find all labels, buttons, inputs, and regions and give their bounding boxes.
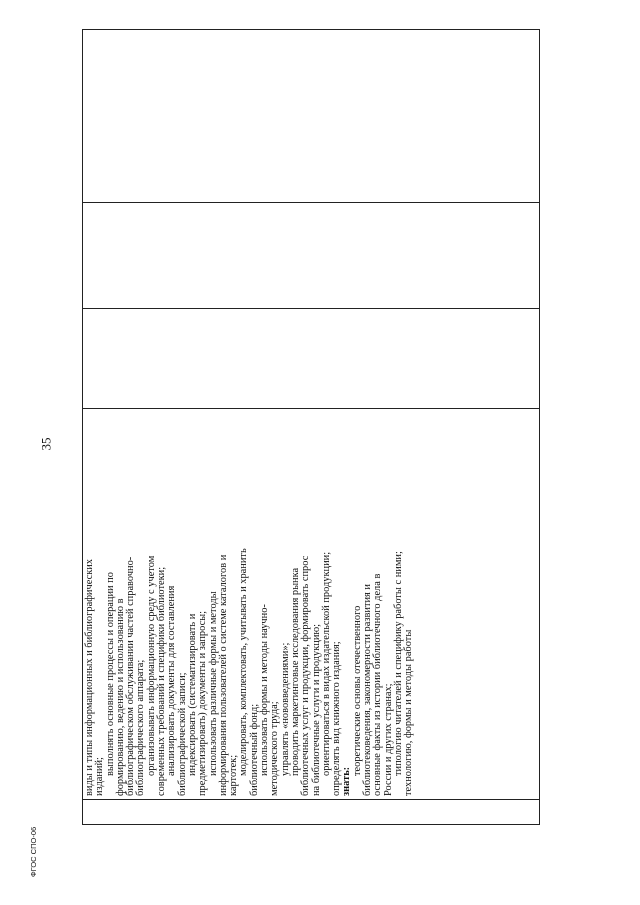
text-line: проводить маркетинговые исследования рынка bbox=[289, 567, 301, 776]
text-line: изданий; bbox=[94, 757, 106, 796]
text-line: теоретические основы отечественного bbox=[351, 605, 363, 776]
text-line: выполнять основные процессы и операции по bbox=[104, 572, 116, 776]
table-cell-knowledge bbox=[83, 409, 540, 800]
text-line: индексировать (систематизировать и bbox=[186, 613, 198, 776]
table-cell-discipline bbox=[83, 309, 540, 409]
text-line: современных требований и специфики библиотеки; bbox=[156, 566, 168, 796]
text-line: знать: bbox=[341, 766, 353, 796]
text-line: формированию, ведению и использованию в bbox=[114, 598, 126, 796]
text-line: предметизировать) документы и запросы; bbox=[197, 610, 209, 796]
table-cell-hours bbox=[83, 203, 540, 309]
text-line: России и других странах; bbox=[382, 683, 394, 796]
text-line: определять вид книжного издания; bbox=[331, 641, 343, 796]
text-line: библиографического аппарата; bbox=[135, 659, 147, 796]
table-cell-index bbox=[83, 800, 540, 825]
text-line: использовать формы и методы научно- bbox=[259, 604, 271, 776]
text-line: использовать различные формы и методы bbox=[207, 591, 219, 776]
text-line: виды и типы информационных и библиографических bbox=[84, 559, 95, 796]
text-line: технологию, формы и методы работы bbox=[403, 629, 415, 796]
competency-table bbox=[82, 29, 540, 825]
document-footer: ФГОС СПО-06 bbox=[29, 826, 38, 877]
text-line: на библиотечные услуги и продукцию; bbox=[310, 623, 322, 796]
knowledge-skills-text bbox=[83, 409, 415, 799]
text-line: организовывать информационную среду с учетом bbox=[145, 555, 157, 776]
text-line: библиографическом обслуживании частей справочно- bbox=[125, 556, 137, 796]
text-line: библиотековедения, закономерности развития и bbox=[362, 584, 374, 796]
text-line: ориентироваться в видах издательской продукции; bbox=[320, 551, 332, 776]
rotated-page-content bbox=[82, 35, 540, 825]
table-row bbox=[83, 30, 540, 825]
text-line: методического труда; bbox=[269, 701, 281, 796]
text-line: типологию читателей и специфику работы с ними; bbox=[392, 551, 404, 776]
text-line: библиотечных услуг и продукции, формировать спрос bbox=[300, 555, 312, 796]
page-number: 35 bbox=[38, 437, 54, 451]
text-line: информирования пользователей о системе каталогов и bbox=[217, 554, 229, 796]
text-line: основные факты из истории библиотечного дела в bbox=[372, 573, 384, 796]
table-cell-competency bbox=[83, 30, 540, 203]
text-line: анализировать документы для составления bbox=[166, 585, 178, 776]
text-line: библиотечный фонд; bbox=[248, 703, 260, 796]
text-line: управлять «нововведениями»; bbox=[279, 642, 291, 776]
text-line: картотек; bbox=[228, 754, 240, 796]
text-line: моделировать, комплектовать, учитывать и хранить bbox=[238, 548, 250, 776]
text-line: библиографической записи; bbox=[176, 672, 188, 796]
